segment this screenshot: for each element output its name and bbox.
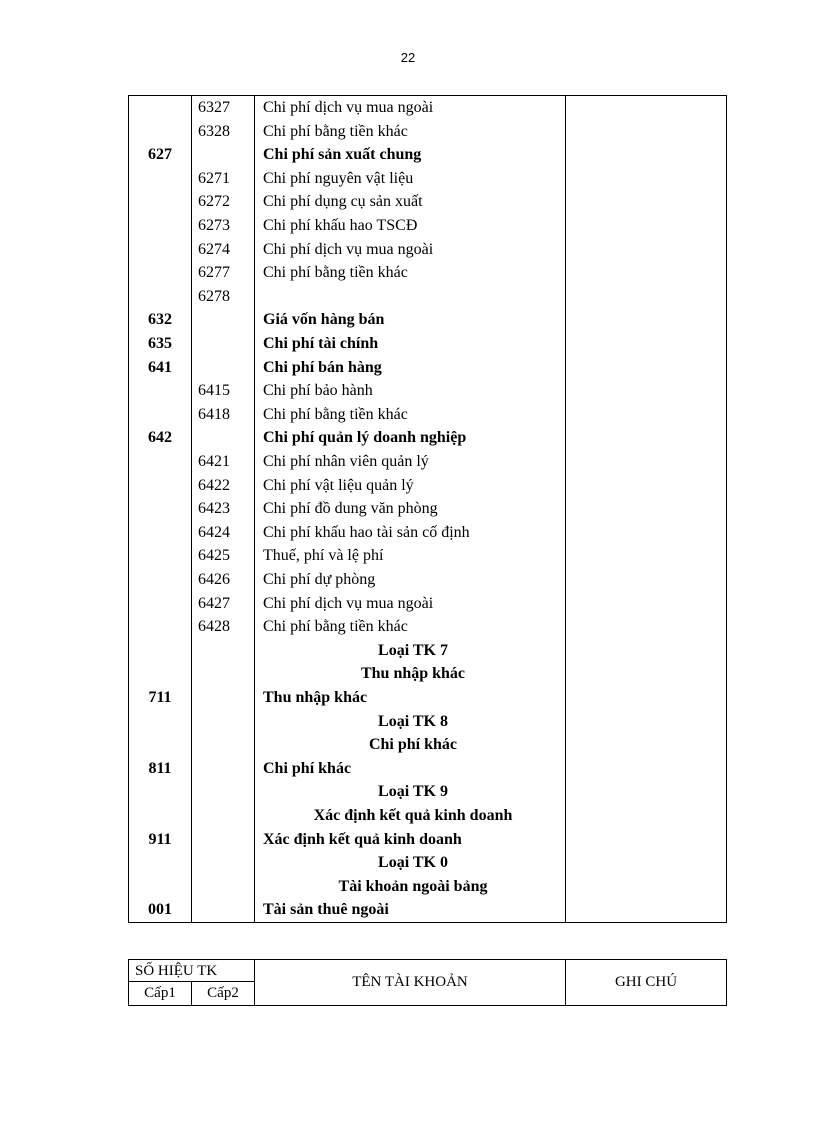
account-name: Chi phí vật liệu quản lý [263,476,414,494]
account-name: Chi phí bằng tiền khác [263,618,408,636]
account-table [128,95,727,923]
table-row [129,521,726,545]
table-row [129,780,726,804]
table-row [129,804,726,828]
table-header [128,959,727,1006]
account-level2: 6327 [198,99,230,116]
account-name: Chi phí khấu hao TSCĐ [263,217,418,234]
account-name: Loại TK 9 [378,783,448,801]
table-row [129,639,726,663]
account-level2: 6274 [198,240,230,258]
table-row [129,544,726,568]
table-row [129,851,726,875]
account-name: Loại TK 8 [378,712,448,730]
table-row [129,356,726,380]
table-row [129,828,726,852]
account-level1: 001 [148,901,172,919]
account-level2: 6418 [198,405,230,423]
table-row [129,898,726,922]
account-level2: 6271 [198,169,230,187]
table-row [129,285,726,309]
account-name: Chi phí dịch vụ mua ngoài [263,99,434,116]
account-name: Chi phí bằng tiền khác [263,122,408,140]
table-row [129,733,726,757]
account-level2: 6415 [198,382,230,400]
table-row [129,497,726,521]
account-name: Chi phí bán hàng [263,358,382,376]
account-name: Chi phí đồ dung văn phòng [263,500,438,518]
account-name: Chi phí bằng tiền khác [263,405,408,423]
account-number-header: SỐ HIỆU TK [129,960,254,982]
table-row [129,474,726,498]
account-level2: 6428 [198,618,230,636]
page-number: 22 [400,50,416,65]
account-name: Chi phí dự phòng [263,571,376,588]
account-level1: 641 [148,358,172,376]
account-name: Chi phí dịch vụ mua ngoài [263,240,434,258]
table-row [129,757,726,781]
table-row [129,332,726,356]
account-name: Thu nhập khác [360,665,466,683]
account-name-header: TÊN TÀI KHOẢN [254,960,565,1005]
account-level2: 6272 [198,193,230,211]
table-row [129,615,726,639]
account-name: Chi phí bảo hành [263,382,373,400]
account-name: Chi phí nhân viên quản lý [263,453,429,470]
account-level1: 642 [148,429,172,447]
account-level2: 6427 [198,594,230,612]
table-row [129,426,726,450]
table-row [129,686,726,710]
table-row [129,662,726,686]
table-row [129,120,726,144]
account-name: Chi phí quản lý doanh nghiệp [263,429,467,447]
account-level1: 911 [148,830,172,848]
account-name: Chi phí nguyên vật liệu [263,169,414,187]
table-row [129,875,726,899]
table-row [129,190,726,214]
account-level1: 627 [148,146,172,164]
account-level2: 6424 [198,523,230,541]
table-row [129,261,726,285]
account-level1: 711 [148,689,172,706]
account-name: Chi phí sản xuất chung [263,146,422,164]
account-name: Loại TK 7 [378,641,448,659]
table-row [129,167,726,191]
account-level2: 6277 [198,264,230,282]
note-header: GHI CHÚ [565,960,726,1005]
table-row [129,214,726,238]
level2-header: Cấp2 [191,982,254,1005]
account-level1: 635 [148,335,172,352]
account-level1: 632 [148,311,172,329]
account-name: Xác định kết quả kinh doanh [313,807,513,824]
account-name: Chi phí dụng cụ sản xuất [263,193,423,211]
table-row [129,238,726,262]
account-level2: 6423 [198,500,230,518]
account-level2: 6328 [198,122,230,140]
account-name: Loại TK 0 [378,854,448,872]
account-name: Chi phí tài chính [263,335,379,352]
account-name: Thu nhập khác [263,689,368,706]
account-name: Tài sản thuê ngoài [263,901,389,919]
account-name: Xác định kết quả kinh doanh [263,830,462,848]
table-row [129,592,726,616]
account-name: Chi phí khấu hao tài sản cố định [263,523,470,541]
account-level2: 6278 [198,287,230,305]
account-level2: 6426 [198,571,230,588]
table-row [129,710,726,734]
account-level2: 6425 [198,547,230,565]
account-name: Chi phí khác [368,736,458,754]
account-name: Chi phí dịch vụ mua ngoài [263,594,434,612]
table-row [129,379,726,403]
level1-header: Cấp1 [144,985,176,1001]
table-row [129,143,726,167]
account-level2: 6273 [198,217,230,234]
account-name: Tài khoản ngoài bảng [338,877,488,895]
account-level2: 6421 [198,453,230,470]
table-row [129,96,726,120]
table-row [129,308,726,332]
account-name: Chi phí khác [263,759,352,777]
table-row [129,568,726,592]
table-row [129,450,726,474]
table-row [129,403,726,427]
account-level2: 6422 [198,476,230,494]
account-name: Chi phí bằng tiền khác [263,264,408,282]
account-name: Thuế, phí và lệ phí [263,547,384,565]
account-level1: 811 [148,759,172,777]
account-name: Giá vốn hàng bán [263,311,385,329]
